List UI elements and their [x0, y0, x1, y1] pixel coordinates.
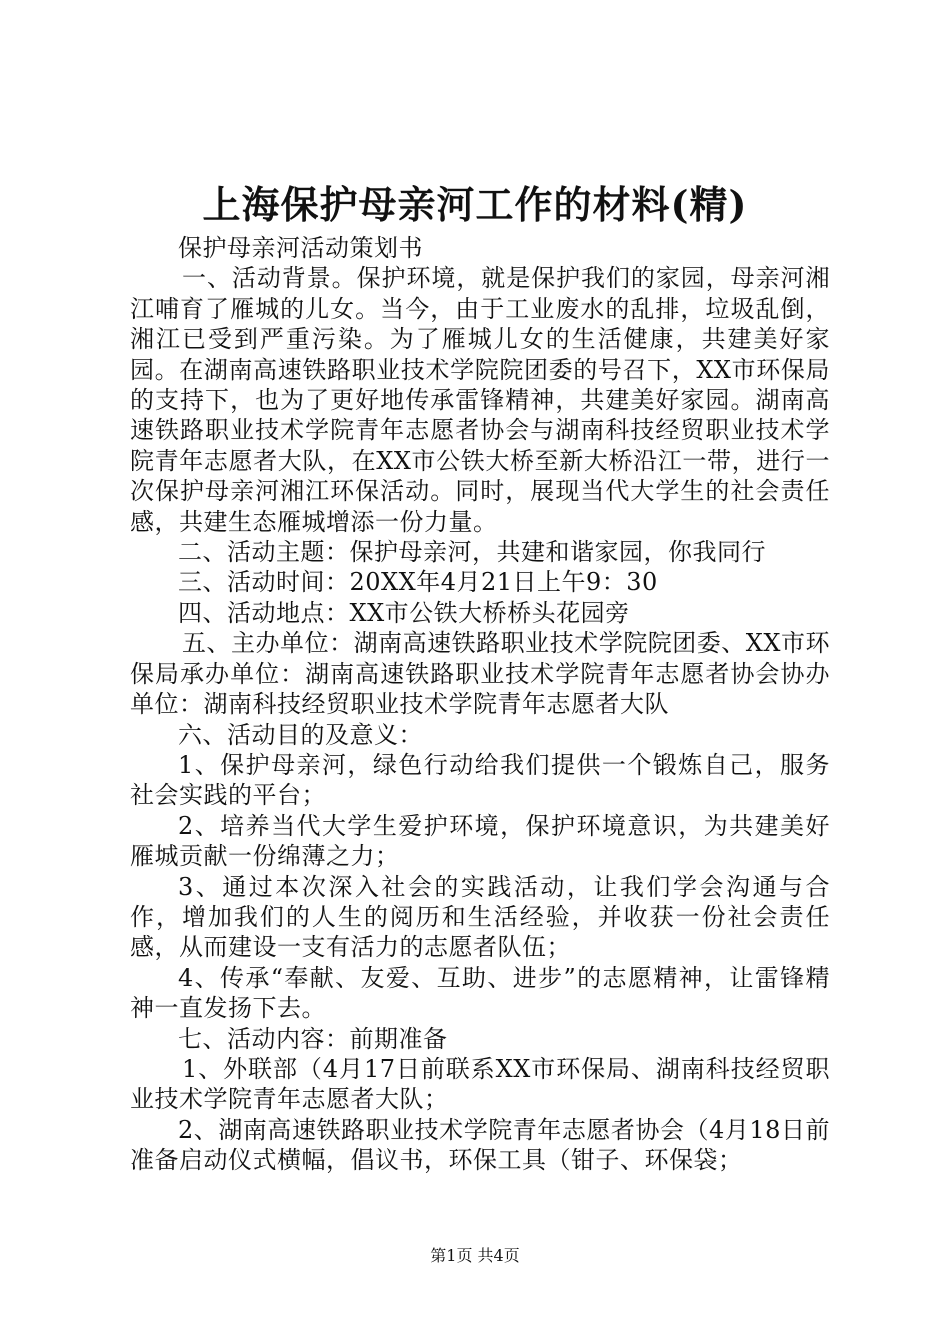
- paragraph-purpose-3: 3、通过本次深入社会的实践活动，让我们学会沟通与合作，增加我们的人生的阅历和生活经验，并收获一份社会责任感，从而建设一支有活力的志愿者队伍；: [130, 872, 830, 962]
- paragraph-organizers: 五、主办单位：湖南高速铁路职业技术学院院团委、XX市环保局承办单位：湖南高速铁路职业技术学院青年志愿者协会协办单位：湖南科技经贸职业技术学院青年志愿者大队: [130, 629, 830, 719]
- paragraph-purpose-1: 1、保护母亲河，绿色行动给我们提供一个锻炼自己，服务社会实践的平台；: [130, 750, 830, 810]
- paragraph-time: 三、活动时间：20XX年4月21日上午9：30: [178, 568, 658, 597]
- document-title: 上海保护母亲河工作的材料(精): [202, 182, 748, 227]
- paragraph-content-2: 2、湖南高速铁路职业技术学院青年志愿者协会（4月18日前准备启动仪式横幅，倡议书，环保工具（钳子、环保袋；: [130, 1115, 830, 1175]
- paragraph-purpose-4: 4、传承“奉献、友爱、互助、进步”的志愿精神，让雷锋精神一直发扬下去。: [130, 963, 830, 1023]
- paragraph-content-1: 1、外联部（4月17日前联系XX市环保局、湖南科技经贸职业技术学院青年志愿者大队；: [130, 1054, 830, 1114]
- document-body: [130, 233, 830, 1176]
- page-footer: 第1页 共4页: [430, 1246, 520, 1265]
- paragraph-purpose-2: 2、培养当代大学生爱护环境，保护环境意识，为共建美好雁城贡献一份绵薄之力；: [130, 811, 830, 871]
- paragraph-background: 一、活动背景。保护环境，就是保护我们的家园，母亲河湘江哺育了雁城的儿女。当今，由于工业废水的乱排，垃圾乱倒，湘江已受到严重污染。为了雁城儿女的生活健康，共建美好家园。在湖南高速铁路职业技术学院院团委的号召下，XX市环保局的支持下，也为了更好地传承雷锋精神，共建美好家园。湖南高速铁路职业技术学院青年志愿者协会与湖南科技经贸职业技术学院青年志愿者大队，在XX市公铁大桥至新大桥沿江一带，进行一次保护母亲河湘江环保活动。同时，展现当代大学生的社会责任感，共建生态雁城增添一份力量。: [130, 264, 830, 536]
- paragraph-location: 四、活动地点：XX市公铁大桥桥头花园旁: [178, 598, 630, 627]
- paragraph-theme: 二、活动主题：保护母亲河，共建和谐家园，你我同行: [178, 538, 766, 567]
- paragraph-heading: 保护母亲河活动策划书: [178, 234, 423, 262]
- paragraph-content-heading: 七、活动内容：前期准备: [178, 1024, 448, 1053]
- paragraph-purpose-heading: 六、活动目的及意义：: [178, 720, 423, 749]
